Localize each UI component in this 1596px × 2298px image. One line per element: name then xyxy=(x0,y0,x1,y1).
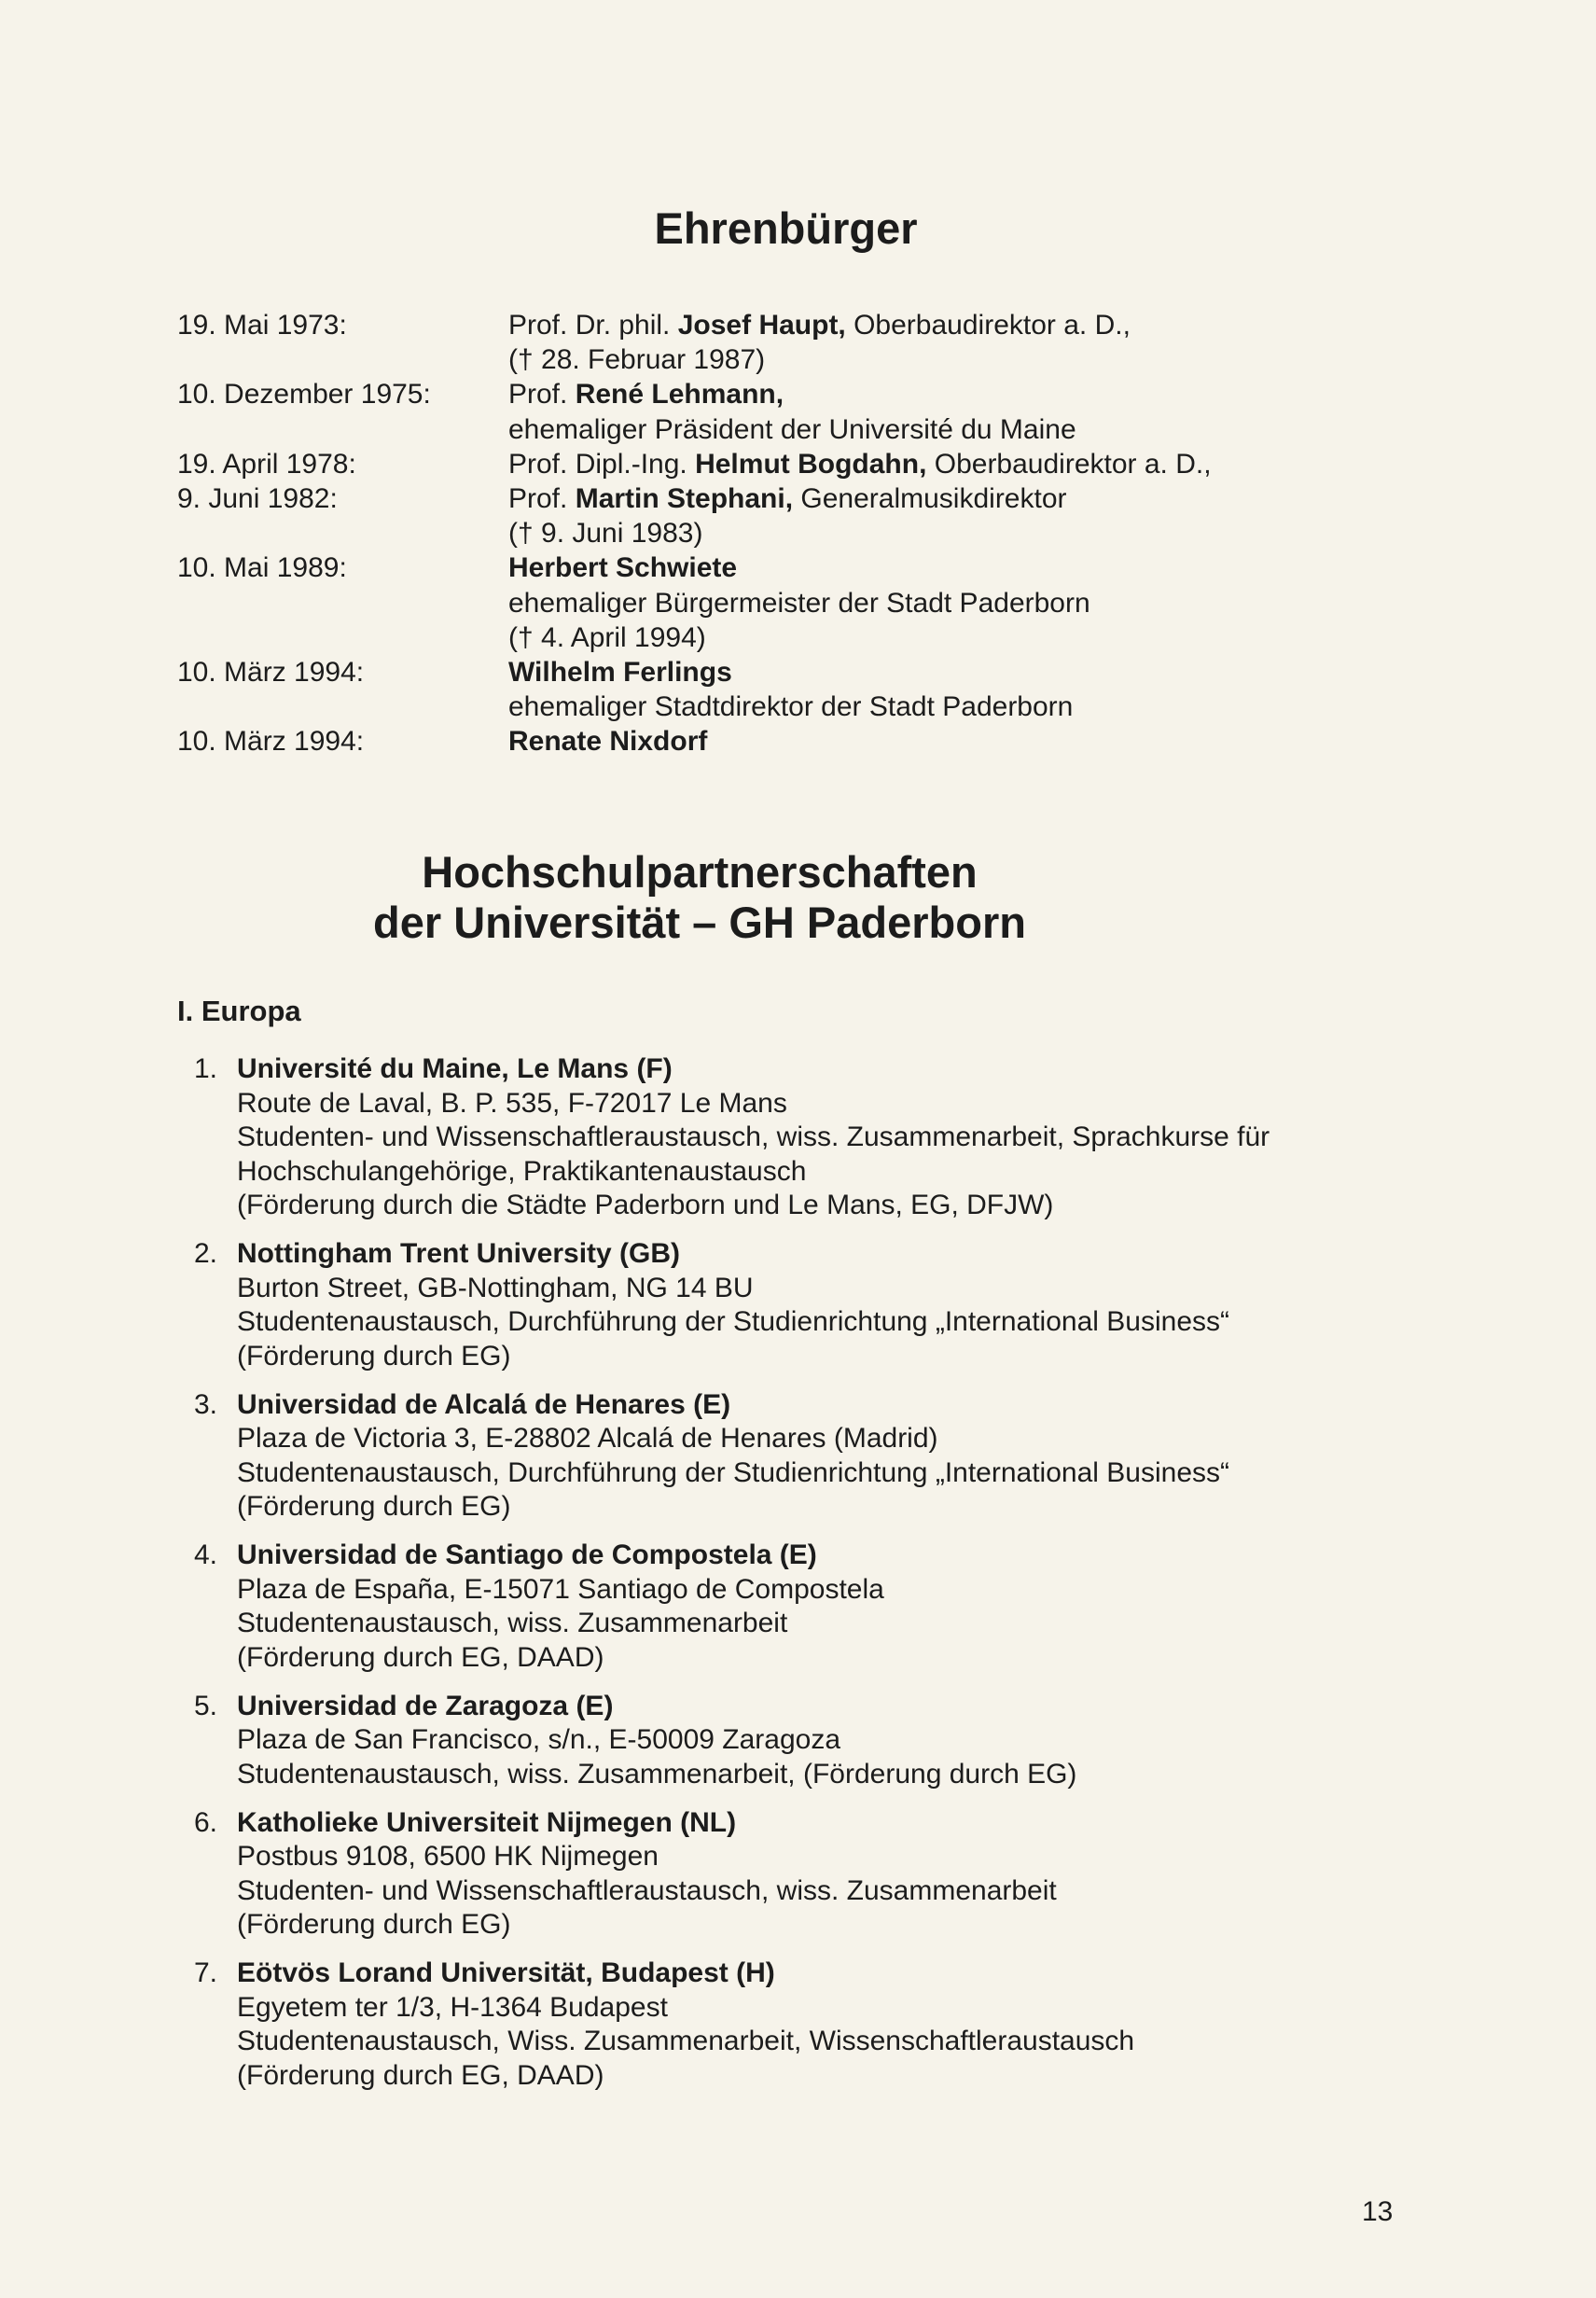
honorary-line xyxy=(508,516,1067,550)
honorary-line xyxy=(508,586,1090,620)
university-body xyxy=(237,1690,1076,1792)
university-body xyxy=(237,1052,1270,1223)
honorary-line-text: († 9. Juni 1983) xyxy=(508,518,703,550)
university-name-text: Université du Maine, Le Mans (F) xyxy=(237,1053,673,1084)
university-detail-line: Studentenaustausch, Durchführung der Studienrichtung „International Business“ xyxy=(237,1456,1229,1488)
university-name-text: Katholieke Universiteit Nijmegen (NL) xyxy=(237,1806,737,1838)
honorary-name: Herbert Schwiete xyxy=(508,552,738,584)
university-detail-line: Burton Street, GB-Nottingham, NG 14 BU xyxy=(237,1272,754,1303)
university-name-text: Universidad de Alcalá de Henares (E) xyxy=(237,1388,731,1420)
honorary-name: Martin Stephani, xyxy=(575,483,794,515)
honorary-entry xyxy=(177,550,1212,655)
university-number: 7. xyxy=(194,1957,218,1988)
university-name xyxy=(237,1052,1270,1087)
honorary-line-text: Prof. xyxy=(508,379,576,411)
honorary-name: Renate Nixdorf xyxy=(508,726,708,758)
honorary-date: 19. April 1978: xyxy=(177,448,356,480)
honorary-text xyxy=(508,724,707,759)
honorary-line xyxy=(508,412,1076,447)
honorary-entry xyxy=(177,308,1212,377)
university-detail-line: Plaza de San Francisco, s/n., E-50009 Zaragoza xyxy=(237,1724,841,1755)
honorary-line xyxy=(508,655,1073,689)
honorary-line-text: ehemaliger Stadtdirektor der Stadt Paderborn xyxy=(508,691,1074,723)
university-number: 1. xyxy=(194,1053,218,1084)
university-item xyxy=(194,1237,1270,1373)
university-item xyxy=(194,1957,1270,2093)
university-number: 3. xyxy=(194,1388,218,1420)
university-number: 4. xyxy=(194,1539,218,1570)
university-item xyxy=(194,1388,1270,1525)
honorary-line-suffix: Generalmusikdirektor xyxy=(793,483,1067,515)
university-list xyxy=(194,1052,1270,2108)
honorary-date: 9. Juni 1982: xyxy=(177,483,338,515)
honorary-line xyxy=(508,620,1090,655)
honorary-name: Helmut Bogdahn, xyxy=(695,448,927,480)
university-name xyxy=(237,1539,884,1573)
honorary-entry xyxy=(177,481,1212,550)
university-detail-line: Postbus 9108, 6500 HK Nijmegen xyxy=(237,1841,659,1872)
honorary-line-text: Prof. Dr. phil. xyxy=(508,310,678,341)
university-detail-line: Studentenaustausch, Wiss. Zusammenarbeit, Wissenschaftleraustausch xyxy=(237,2026,1135,2056)
university-name-text: Universidad de Santiago de Compostela (E) xyxy=(237,1539,817,1570)
university-item xyxy=(194,1539,1270,1675)
honorary-date: 10. Dezember 1975: xyxy=(177,379,431,411)
partnerships-title xyxy=(0,847,1399,948)
honorary-text xyxy=(508,655,1073,724)
honorary-line xyxy=(508,447,1212,481)
honorary-line xyxy=(508,342,1131,377)
honorary-line xyxy=(508,481,1067,516)
university-detail-line: Studenten- und Wissenschaftleraustausch, wiss. Zusammenarbeit xyxy=(237,1874,1057,1906)
university-detail-line: (Förderung durch EG) xyxy=(237,1491,511,1522)
university-body xyxy=(237,1539,884,1675)
university-detail-line: (Förderung durch die Städte Paderborn und Le Mans, EG, DFJW) xyxy=(237,1190,1054,1220)
honorary-entry xyxy=(177,447,1212,481)
honorary-text xyxy=(508,377,1076,446)
university-detail-line: Route de Laval, B. P. 535, F-72017 Le Mans xyxy=(237,1087,787,1119)
honorary-name: Wilhelm Ferlings xyxy=(508,657,732,689)
honorary-entry xyxy=(177,724,1212,759)
honorary-line-text: ehemaliger Bürgermeister der Stadt Paderborn xyxy=(508,587,1090,619)
university-detail-line: Studenten- und Wissenschaftleraustausch, wiss. Zusammenarbeit, Sprachkurse für xyxy=(237,1121,1270,1152)
honorary-date: 19. Mai 1973: xyxy=(177,310,347,341)
university-detail-line: Studentenaustausch, wiss. Zusammenarbeit, (Förderung durch EG) xyxy=(237,1758,1077,1790)
honorary-line xyxy=(508,377,1076,411)
honorary-text xyxy=(508,308,1131,377)
honorary-name: Josef Haupt, xyxy=(677,310,846,341)
university-detail-line: Studentenaustausch, wiss. Zusammenarbeit xyxy=(237,1608,788,1638)
honorary-line-text: Prof. xyxy=(508,483,576,515)
university-number: 2. xyxy=(194,1238,218,1269)
university-body xyxy=(237,1806,1057,1943)
university-body xyxy=(237,1388,1229,1525)
university-name xyxy=(237,1690,1076,1724)
honorary-text xyxy=(508,481,1067,550)
university-detail-line: (Förderung durch EG, DAAD) xyxy=(237,1641,604,1673)
honorary-entry xyxy=(177,377,1212,446)
honorary-line xyxy=(508,550,1090,585)
university-item xyxy=(194,1052,1270,1223)
university-name xyxy=(237,1806,1057,1841)
university-body xyxy=(237,1237,1229,1373)
honorary-citizens-list xyxy=(177,308,1212,759)
university-detail-line: (Förderung durch EG) xyxy=(237,1909,511,1940)
university-name-text: Nottingham Trent University (GB) xyxy=(237,1238,681,1269)
university-name xyxy=(237,1957,1134,1991)
university-name xyxy=(237,1388,1229,1423)
honorary-line-text: Prof. Dipl.-Ing. xyxy=(508,448,696,480)
university-name-text: Eötvös Lorand Universität, Budapest (H) xyxy=(237,1957,775,1988)
honorary-date: 10. März 1994: xyxy=(177,657,365,689)
honorary-date: 10. März 1994: xyxy=(177,726,365,758)
honorary-line-text: ehemaliger Präsident der Université du Maine xyxy=(508,413,1076,445)
honorary-line-suffix: Oberbaudirektor a. D., xyxy=(926,448,1212,480)
page-number: 13 xyxy=(1362,2196,1394,2227)
university-detail-line: Egyetem ter 1/3, H-1364 Budapest xyxy=(237,1991,668,2023)
honorary-date: 10. Mai 1989: xyxy=(177,552,347,584)
university-detail-line: Plaza de España, E-15071 Santiago de Compostela xyxy=(237,1573,884,1605)
university-detail-line: (Förderung durch EG, DAAD) xyxy=(237,2059,604,2091)
partnerships-title-line2: der Universität – GH Paderborn xyxy=(373,898,1026,947)
university-name-text: Universidad de Zaragoza (E) xyxy=(237,1690,614,1721)
university-detail-line: (Förderung durch EG) xyxy=(237,1340,511,1372)
university-detail-line: Plaza de Victoria 3, E-28802 Alcalá de Henares (Madrid) xyxy=(237,1423,938,1454)
honorary-line xyxy=(508,308,1131,342)
university-number: 6. xyxy=(194,1806,218,1838)
honorary-text xyxy=(508,447,1212,481)
partnerships-title-line1: Hochschulpartnerschaften xyxy=(422,847,978,897)
honorary-line xyxy=(508,724,707,759)
honorary-line xyxy=(508,689,1073,724)
university-body xyxy=(237,1957,1134,2093)
honorary-name: René Lehmann, xyxy=(575,379,784,411)
honorary-entry xyxy=(177,655,1212,724)
honorary-line-text: († 4. April 1994) xyxy=(508,621,706,653)
university-detail-line: Hochschulangehörige, Praktikantenaustausch xyxy=(237,1155,807,1187)
honorary-text xyxy=(508,550,1090,655)
university-detail-line: Studentenaustausch, Durchführung der Studienrichtung „International Business“ xyxy=(237,1306,1229,1337)
honorary-line-text: († 28. Februar 1987) xyxy=(508,344,766,376)
university-name xyxy=(237,1237,1229,1272)
university-item xyxy=(194,1806,1270,1943)
honorary-citizens-title: Ehrenbürger xyxy=(654,203,918,253)
section-heading-europe: I. Europa xyxy=(177,995,301,1027)
university-number: 5. xyxy=(194,1690,218,1721)
university-item xyxy=(194,1690,1270,1792)
honorary-line-suffix: Oberbaudirektor a. D., xyxy=(845,310,1131,341)
